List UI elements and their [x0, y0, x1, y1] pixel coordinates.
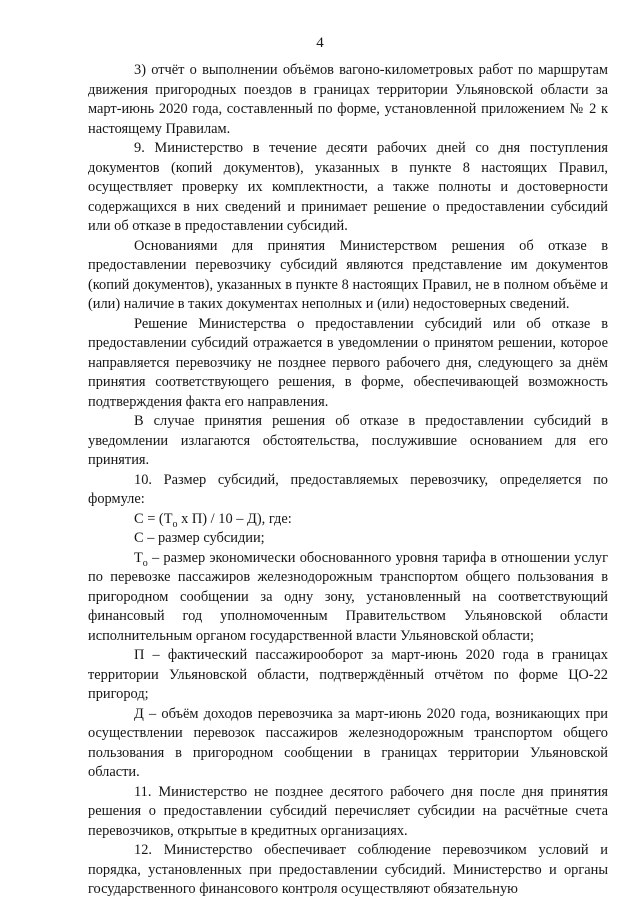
- page-number: 4: [316, 35, 324, 51]
- formula-subscript: о: [172, 518, 178, 530]
- paragraph-clause-10: 10. Размер субсидий, предоставляемых перевозчику, определяется по формуле:: [88, 471, 608, 507]
- paragraph-clause-11: 11. Министерство не позднее десятого рабочего дня после дня принятия решения о предоставлении субсидий перечисляет субсидии на расчётные счета перевозчиков, открытые в кредитных организациях.: [88, 783, 608, 839]
- definition-t-subscript: о: [142, 557, 148, 569]
- subsidy-formula: [88, 510, 608, 530]
- paragraph-item-3: 3) отчёт о выполнении объёмов вагоно-километровых работ по маршрутам движения пригородных поездов в границах территории Ульяновской области за март-июнь 2020 года, составленный по форме, установленной приложением № 2 к настоящему Правилам.: [88, 62, 608, 137]
- paragraph-clause-12: 12. Министерство обеспечивает соблюдение перевозчиком условий и порядка, установленных при предоставлении субсидий. Министерство и органы государственного финансового контроля осуществляют обязательную: [88, 842, 608, 897]
- definition-d: Д – объём доходов перевозчика за март-июнь 2020 года, возникающих при осуществлении перевозок пассажиров железнодорожным транспортом общего пользования в пригородном сообщении в границах территории Ульяновской области.: [88, 705, 608, 780]
- formula-prefix: С = (Т: [134, 510, 173, 527]
- definition-t-symbol: Т: [134, 549, 143, 566]
- paragraph-refusal-grounds: Основаниями для принятия Министерством решения об отказе в предоставлении перевозчику субсидий являются представление им документов (копий документов), указанных в пункте 8 настоящих Правил, не в полном объёме и (или) наличие в таких документах неполных и (или) недостоверных сведений.: [88, 237, 608, 312]
- document-body: [88, 61, 608, 900]
- definition-t-text: – размер экономически обоснованного уровня тарифа в отношении услуг по перевозке пассажиров железнодорожным транспортом общего пользования в пригородном сообщении за одну зону, установленный на соответствующий финансовый год уполномоченным Правительством Ульяновской области исполнительным органом государственной власти Ульяновской области;: [88, 549, 608, 644]
- paragraph-clause-9: 9. Министерство в течение десяти рабочих дней со дня поступления документов (копий документов), указанных в пункте 8 настоящих Правил, осуществляет проверку их комплектности, а также полноты и достоверности содержащихся в них сведений и принимает решение о предоставлении субсидий или об отказе в предоставлении субсидий.: [88, 140, 608, 234]
- definition-p: П – фактический пассажирооборот за март-июнь 2020 года в границах территории Ульяновской области, подтверждённый отчётом по форме ЦО-22 пригород;: [88, 647, 608, 702]
- paragraph-refusal-case: В случае принятия решения об отказе в предоставлении субсидий в уведомлении излагаются обстоятельства, послужившие основанием для его принятия.: [88, 413, 608, 468]
- paragraph-decision-notice: Решение Министерства о предоставлении субсидий или об отказе в предоставлении субсидий отражается в уведомлении о принятом решении, которое направляется перевозчику не позднее первого рабочего дня, следующего за днём принятия соответствующего решения, в форме, обеспечивающей возможность подтверждения факта его направления.: [88, 315, 608, 410]
- definition-t: [88, 549, 608, 647]
- formula-suffix: х П) / 10 – Д), где:: [177, 510, 292, 527]
- definition-c: С – размер субсидии;: [134, 530, 265, 546]
